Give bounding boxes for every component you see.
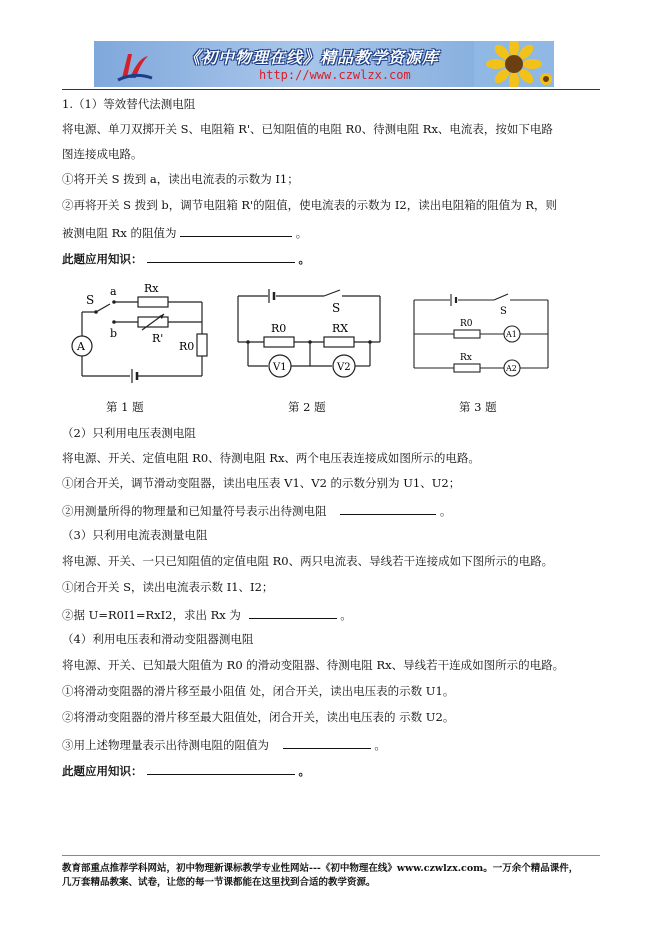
fig1-label-b: b <box>110 327 118 340</box>
q4-knowledge-row <box>62 762 310 778</box>
q3-answer-blank[interactable] <box>249 606 337 619</box>
q4-knowledge-label: 此题应用知识： <box>62 764 143 778</box>
q1-knowledge-blank[interactable] <box>147 250 295 263</box>
q2-answer-blank[interactable] <box>340 502 436 515</box>
q1-knowledge-end: 。 <box>298 252 311 266</box>
site-logo-icon <box>114 44 154 84</box>
figure-2-circuit <box>228 284 388 384</box>
q2-paragraph: 将电源、开关、定值电阻 R0、待测电阻 Rx、两个电压表连接成如图所示的电路。 <box>62 451 480 465</box>
q4-step-2: ②将滑动变阻器的滑片移至最大阻值处，闭合开关，读出电压表的 示数 U2。 <box>62 710 455 724</box>
q1-paragraph-1: 将电源、单刀双掷开关 S、电阻箱 R'、已知阻值的电阻 R0、待测电阻 Rx、电流表，按如下电路 <box>62 122 553 136</box>
q4-step-3-row <box>62 736 386 752</box>
q3-step-2: ②据 U=R0I1=RxI2，求出 Rx 为 <box>62 608 241 622</box>
fig1-label-rprime: R' <box>152 332 164 345</box>
figure-3-caption: 第 3 题 <box>459 400 497 414</box>
figure-1-caption: 第 1 题 <box>106 400 144 414</box>
site-url[interactable]: http://www.czwlzx.com <box>259 68 411 82</box>
q4-paragraph: 将电源、开关、已知最大阻值为 R0 的滑动变阻器、待测电阻 Rx、导线若干连成如图所示的电路。 <box>62 658 565 672</box>
page-footer <box>62 862 602 890</box>
figure-2-caption: 第 2 题 <box>288 400 326 414</box>
q1-end-mark: 。 <box>295 226 308 240</box>
q3-paragraph: 将电源、开关、一只已知阻值的定值电阻 R0、两只电流表、导线若干连接成如下图所示的电路。 <box>62 554 554 568</box>
footer-line-2: 几万套精品教案、试卷，让您的每一节课都能在这里找到合适的教学资源。 <box>62 877 376 888</box>
q1-answer-blank[interactable] <box>180 224 292 237</box>
fig3-label-r0: R0 <box>460 319 473 329</box>
q4-answer-blank[interactable] <box>283 736 371 749</box>
q4-heading: （4）利用电压表和滑动变阻器测电阻 <box>62 632 254 646</box>
q1-knowledge-label: 此题应用知识： <box>62 252 143 266</box>
q2-step-2: ②用测量所得的物理量和已知量符号表示出待测电阻 <box>62 504 327 518</box>
q2-heading: （2）只利用电压表测电阻 <box>62 426 196 440</box>
q4-end-mark: 。 <box>374 738 386 752</box>
fig1-label-a: a <box>110 285 117 298</box>
header-banner <box>94 41 554 87</box>
fig2-voltmeter-2-label: V2 <box>337 362 351 373</box>
figure-1-circuit <box>62 280 222 385</box>
q3-step-1: ①闭合开关 S，读出电流表示数 I1、I2； <box>62 580 274 594</box>
q1-step-2: ②再将开关 S 拨到 b，调节电阻箱 R'的阻值，使电流表的示数为 I2，读出电阻箱的阻值为 R，则 <box>62 198 558 212</box>
fig2-label-rx: RX <box>332 322 349 335</box>
q4-step-1: ①将滑动变阻器的滑片移至最小阻值 处，闭合开关，读出电压表的示数 U1。 <box>62 684 455 698</box>
q2-step-2-row <box>62 502 451 518</box>
fig2-label-s: S <box>332 301 341 315</box>
q3-end-mark: 。 <box>340 608 352 622</box>
q3-step-2-row <box>62 606 352 622</box>
q1-knowledge-row <box>62 250 310 266</box>
fig1-label-s: S <box>86 293 95 307</box>
q3-heading: （3）只利用电流表测量电阻 <box>62 528 208 542</box>
q4-knowledge-blank[interactable] <box>147 762 295 775</box>
sunflower-icon <box>474 41 554 87</box>
fig2-label-r0: R0 <box>271 322 287 335</box>
q1-paragraph-2: 图连接成电路。 <box>62 147 143 161</box>
fig3-label-s: S <box>500 306 507 317</box>
fig1-label-rx: Rx <box>144 282 159 295</box>
header-divider <box>62 89 600 90</box>
fig1-label-r0: R0 <box>179 340 195 353</box>
q2-end-mark: 。 <box>439 504 452 518</box>
fig3-ammeter-1-label: A1 <box>506 330 517 339</box>
fig3-label-rx: Rx <box>460 353 472 363</box>
q1-step-1: ①将开关 S 拨到 a，读出电流表的示数为 I1； <box>62 172 299 186</box>
q1-heading: 1.（1）等效替代法测电阻 <box>62 97 196 111</box>
fig3-ammeter-2-label: A2 <box>506 364 517 373</box>
q4-knowledge-end: 。 <box>298 764 311 778</box>
q1-step-2-cont <box>62 224 307 240</box>
fig2-voltmeter-1-label: V1 <box>273 362 287 373</box>
footer-divider <box>62 855 600 856</box>
q1-step-2-text: 被测电阻 Rx 的阻值为 <box>62 226 177 240</box>
fig1-ammeter-label: A <box>77 340 85 353</box>
footer-line-1: 教育部重点推荐学科网站，初中物理新课标教学专业性网站---《初中物理在线》www.czwlzx.com。一万余个精品课件， <box>62 863 579 874</box>
figure-3-circuit <box>408 290 558 382</box>
site-title: 《初中物理在线》精品教学资源库 <box>184 48 440 67</box>
q4-step-3: ③用上述物理量表示出待测电阻的阻值为 <box>62 738 269 752</box>
q2-step-1: ①闭合开关，调节滑动变阻器，读出电压表 V1、V2 的示数分别为 U1、U2； <box>62 476 461 490</box>
